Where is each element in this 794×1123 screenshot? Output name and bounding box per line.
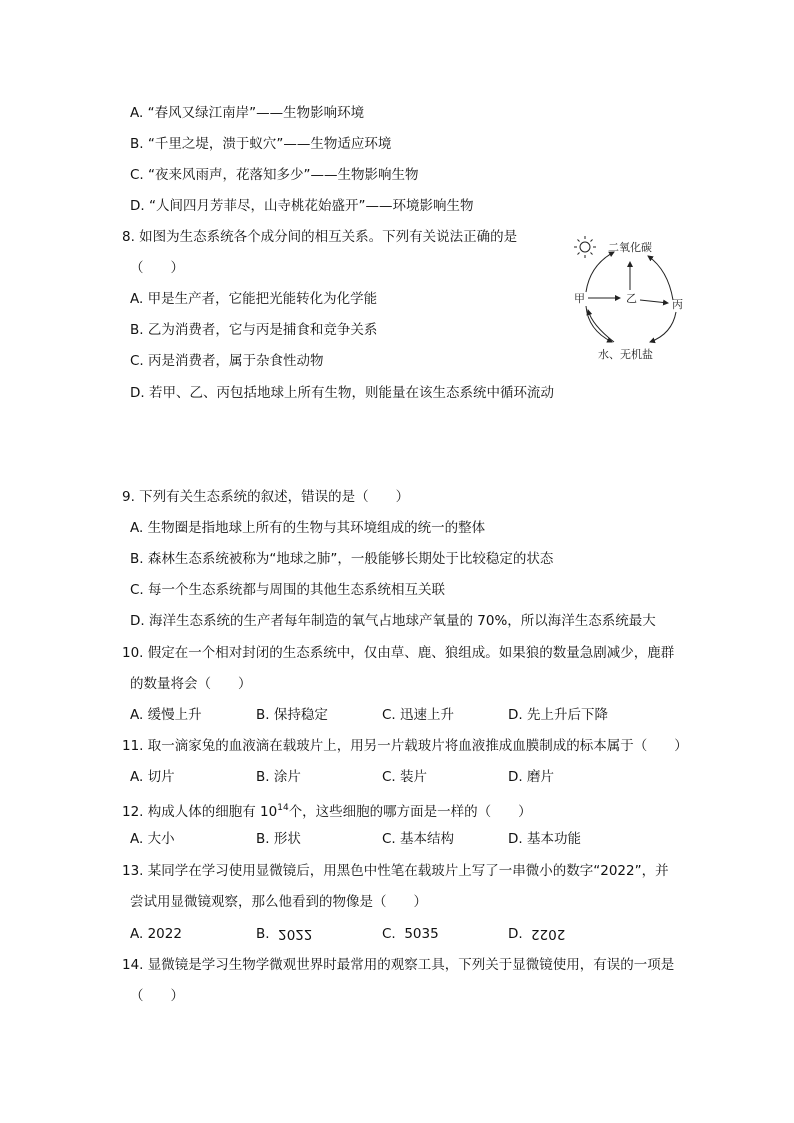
q8-stem: 8. 如图为生态系统各个成分间的相互关系。下列有关说法正确的是 [122, 229, 518, 245]
q10-stem-line2: 的数量将会（ ） [130, 676, 252, 692]
q13-option-c [382, 925, 439, 943]
q10-stem-line1: 10. 假定在一个相对封闭的生态系统中，仅由草、鹿、狼组成。如果狼的数量急剧减少，鹿群 [122, 645, 675, 661]
sun-icon [574, 236, 596, 258]
q10-option-c: C. 迅速上升 [382, 707, 455, 723]
q11-option-b: B. 涂片 [256, 769, 301, 785]
ecosystem-diagram [568, 230, 698, 365]
q13-option-b-value: 2022 [278, 926, 313, 942]
q10-option-d: D. 先上升后下降 [508, 707, 608, 723]
q10-option-b: B. 保持稳定 [256, 707, 328, 723]
label-water: 水、无机盐 [598, 348, 653, 361]
label-co2: 二氧化碳 [608, 241, 652, 254]
q12-option-a: A. 大小 [130, 831, 175, 847]
q14-blank: （ ） [130, 988, 184, 1004]
q9-option-c: C. 每一个生态系统都与周围的其他生态系统相互关联 [130, 582, 446, 598]
q8-option-a: A. 甲是生产者，它能把光能转化为化学能 [130, 291, 378, 307]
label-jia: 甲 [574, 292, 585, 305]
q9-stem: 9. 下列有关生态系统的叙述，错误的是（ ） [122, 489, 410, 505]
q10-option-a: A. 缓慢上升 [130, 707, 202, 723]
q12-option-b: B. 形状 [256, 831, 301, 847]
q9-option-d: D. 海洋生态系统的生产者每年制造的氧气占地球产氧量的 70%，所以海洋生态系统最大 [130, 613, 656, 629]
q7-option-d: D. “人间四月芳菲尽，山寺桃花始盛开”——环境影响生物 [130, 198, 474, 214]
q11-option-d: D. 磨片 [508, 769, 554, 785]
q8-option-d: D. 若甲、乙、丙包括地球上所有生物，则能量在该生态系统中循环流动 [130, 385, 554, 401]
q13-option-d-value: 2022 [531, 926, 566, 942]
q11-option-a: A. 切片 [130, 769, 175, 785]
q14-stem: 14. 显微镜是学习生物学微观世界时最常用的观察工具，下列关于显微镜使用，有误的一项是 [122, 957, 675, 973]
q13-stem-line1: 13. 某同学在学习使用显微镜后，用黑色中性笔在载玻片上写了一串微小的数字“2022”，并 [122, 863, 669, 879]
q8-blank: （ ） [130, 260, 184, 276]
q13-option-d-label: D. [508, 926, 523, 942]
label-yi: 乙 [626, 292, 637, 305]
q7-option-b: B. “千里之堤，溃于蚁穴”——生物适应环境 [130, 136, 392, 152]
q13-stem-line2: 尝试用显微镜观察，那么他看到的物像是（ ） [130, 894, 427, 910]
q13-option-b [256, 925, 313, 943]
q11-option-c: C. 装片 [382, 769, 428, 785]
q13-option-a: A. 2022 [130, 926, 182, 942]
q7-option-c: C. “夜来风雨声，花落知多少”——生物影响生物 [130, 167, 419, 183]
q9-option-a: A. 生物圈是指地球上所有的生物与其环境组成的统一的整体 [130, 520, 486, 536]
q7-option-a: A. “春风又绿江南岸”——生物影响环境 [130, 105, 365, 121]
q12-option-d: D. 基本功能 [508, 831, 581, 847]
q12-option-c: C. 基本结构 [382, 831, 455, 847]
q8-option-c: C. 丙是消费者，属于杂食性动物 [130, 353, 324, 369]
q12-exponent: 14 [277, 803, 289, 813]
q12-stem [122, 799, 532, 821]
q13-option-b-label: B. [256, 926, 270, 942]
q12-stem-a: 12. 构成人体的细胞有 10 [122, 804, 278, 820]
q9-option-b: B. 森林生态系统被称为“地球之肺”，一般能够长期处于比较稳定的状态 [130, 551, 554, 567]
q13-option-d [508, 925, 566, 943]
q11-stem: 11. 取一滴家兔的血液滴在载玻片上，用另一片载玻片将血液推成血膜制成的标本属于（ ） [122, 738, 688, 754]
q13-option-c-label: C. [382, 926, 396, 942]
q8-option-b: B. 乙为消费者，它与丙是捕食和竞争关系 [130, 322, 378, 338]
q13-option-c-value: 5035 [404, 926, 439, 942]
q12-stem-b: 个，这些细胞的哪方面是一样的（ ） [288, 804, 532, 820]
label-bing: 丙 [672, 298, 683, 311]
